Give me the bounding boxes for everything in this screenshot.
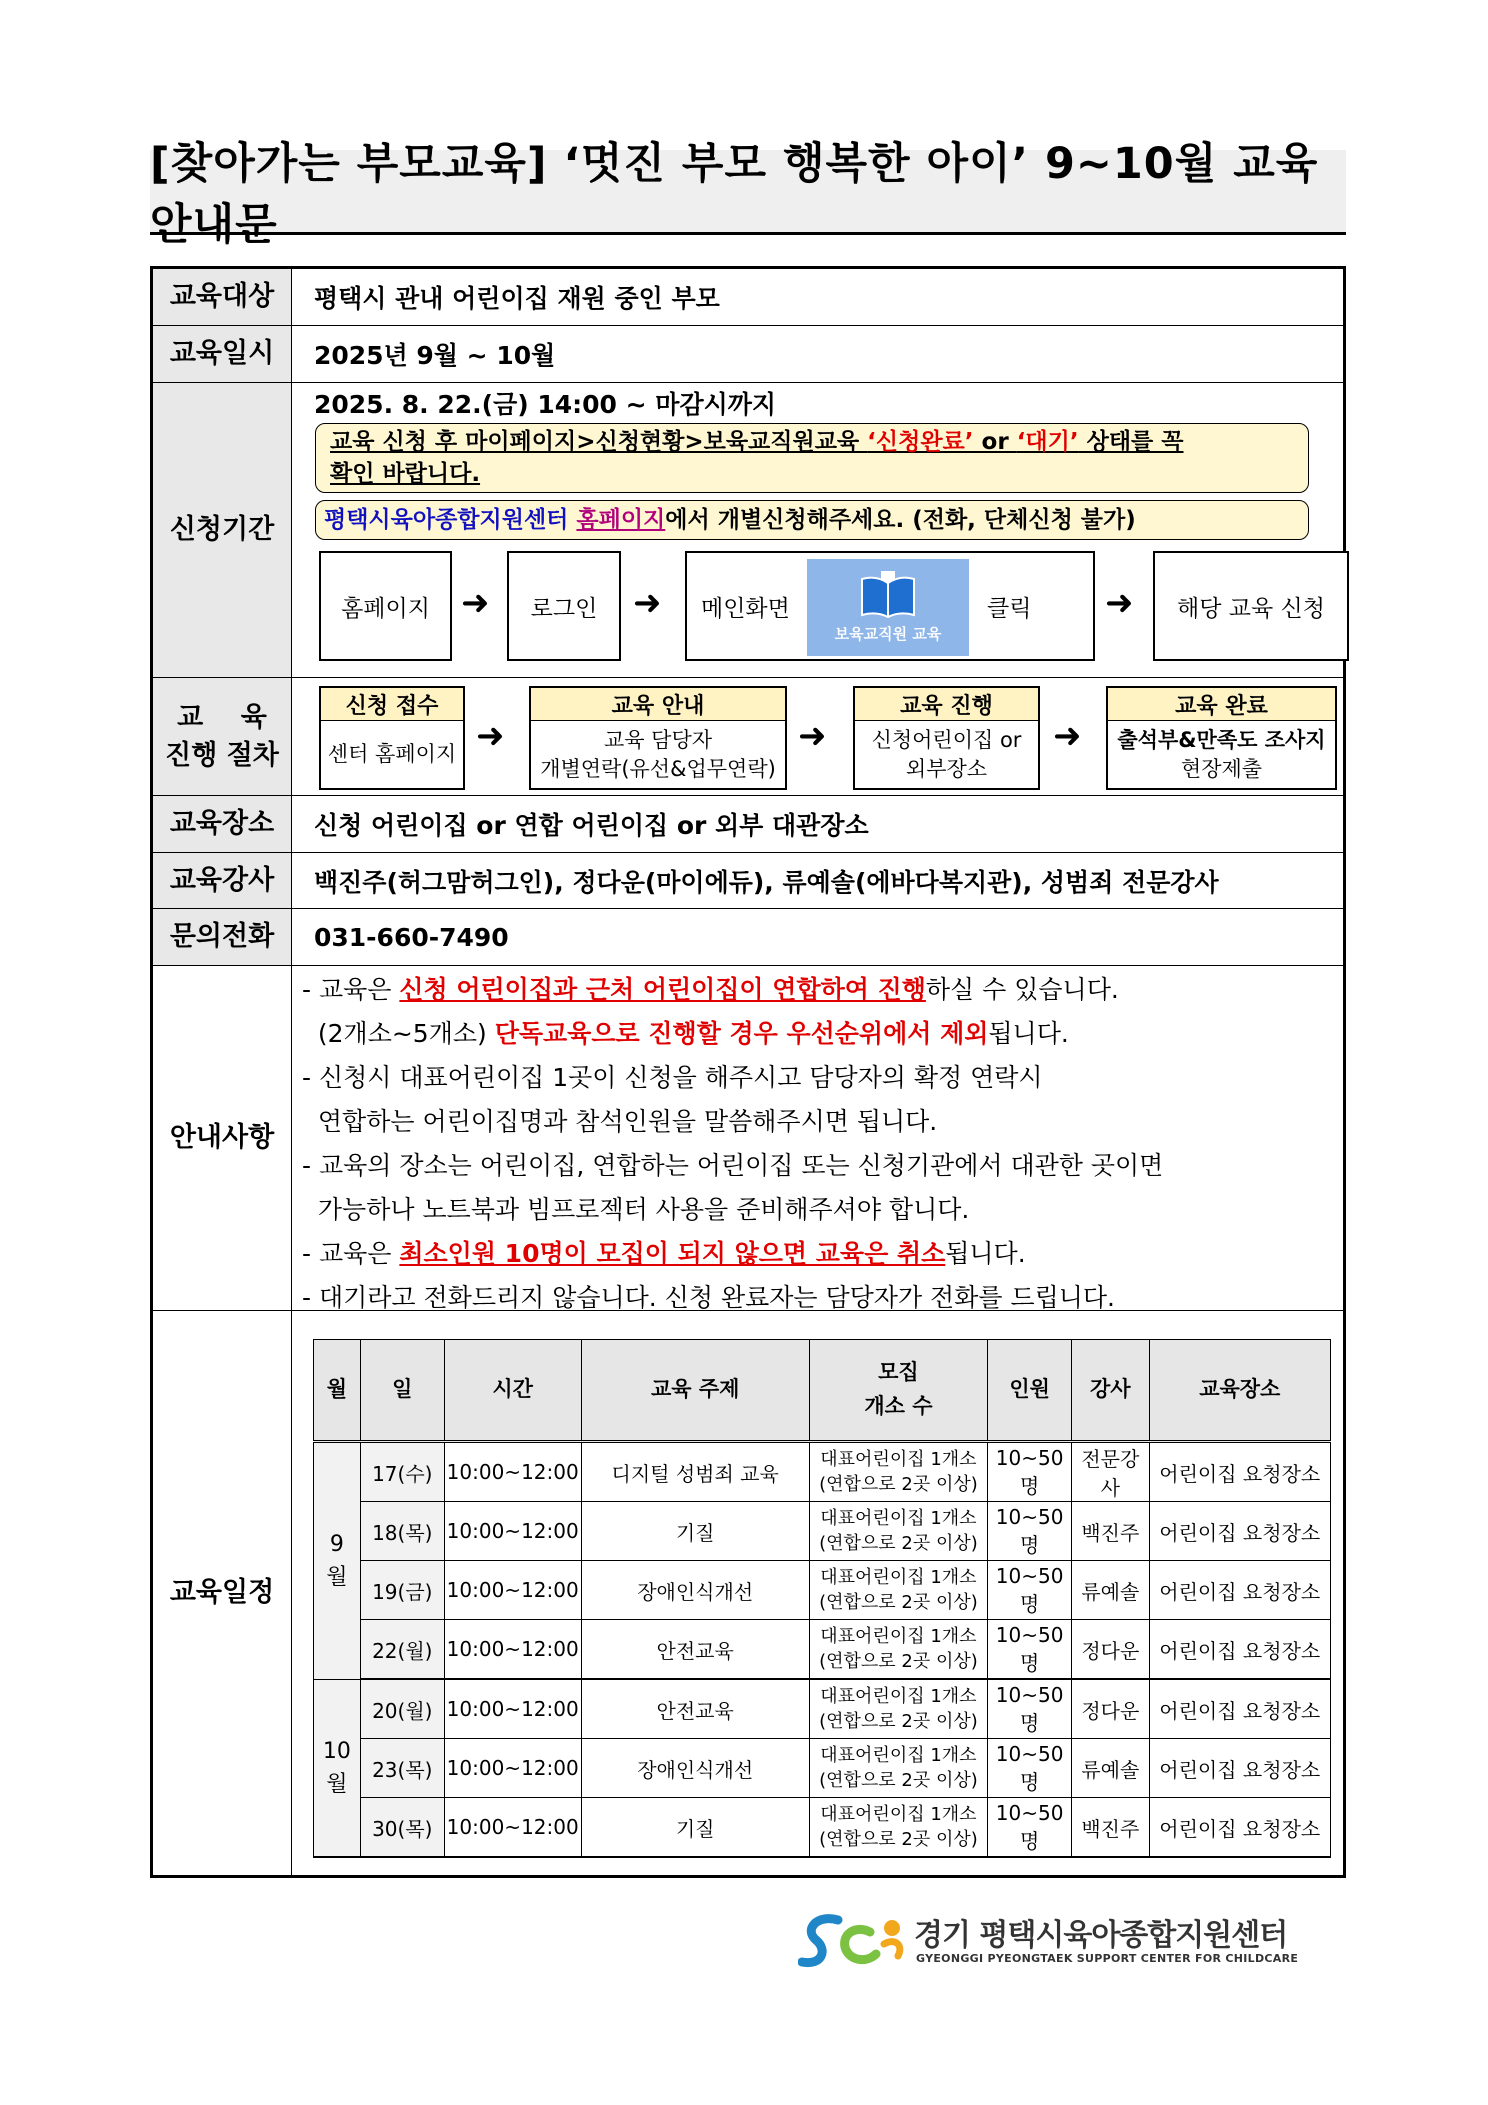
apply-date: 2025. 8. 22.(금) 14:00 ~ 마감시까지 (314, 390, 777, 419)
step-head: 교육 진행 (855, 688, 1038, 721)
col-day: 일 (360, 1340, 444, 1442)
label-period: 교육일시 (153, 326, 292, 382)
label-notes: 안내사항 (153, 966, 292, 1310)
note-text: 됩니다. (945, 1239, 1026, 1268)
cell-people: 10~50명 (988, 1620, 1072, 1680)
cell-day: 19(금) (360, 1561, 444, 1620)
cell-people: 10~50명 (988, 1798, 1072, 1858)
procedure-arrow-icon: ➜ (1053, 716, 1082, 756)
label-place: 교육장소 (153, 796, 292, 852)
homepage-text-c: 에서 (665, 507, 718, 533)
note-line: - 대기라고 전화드리지 않습니다. 신청 완료자는 담당자가 전화를 드립니다. (302, 1283, 1115, 1312)
recruit-main: 대표어린이집 1개소 (820, 1803, 977, 1825)
label-phone: 문의전화 (153, 909, 292, 965)
table-row (314, 1679, 1331, 1739)
cell-lecturer: 정다운 (1072, 1679, 1149, 1739)
cell-venue: 어린이집 요청장소 (1149, 1620, 1330, 1680)
procedure-step-guide (529, 686, 787, 790)
cell-day: 20(월) (360, 1679, 444, 1739)
cell-lecturer: 백진주 (1072, 1798, 1149, 1858)
cell-topic: 안전교육 (581, 1679, 809, 1739)
row-period (153, 326, 1343, 383)
cell-lecturer: 정다운 (1072, 1620, 1149, 1680)
note-text: - 교육은 (302, 975, 400, 1004)
title-banner (150, 139, 1346, 250)
apply-homepage-note (315, 500, 1309, 540)
step-body: 신청어린이집 or (871, 727, 1022, 752)
procedure-arrow-icon: ➜ (476, 716, 505, 756)
cell-day: 23(목) (360, 1739, 444, 1798)
month-number: 9 (329, 1531, 344, 1557)
note-text: (2개소~5개소) (302, 1019, 495, 1048)
notes-body (292, 966, 1343, 1310)
table-row (314, 1442, 1331, 1502)
value-place: 신청 어린이집 or 연합 어린이집 or 외부 대관장소 (314, 811, 869, 840)
flow-step-login: 로그인 (507, 551, 621, 661)
recruit-sub: (연합으로 2곳 이상) (819, 1592, 978, 1613)
flow-arrow-icon: ➜ (633, 583, 662, 623)
cell-people: 10~50명 (988, 1739, 1072, 1798)
cell-recruit (809, 1502, 988, 1561)
cell-venue: 어린이집 요청장소 (1149, 1739, 1330, 1798)
row-target (153, 269, 1343, 326)
row-place (153, 796, 1343, 853)
note-text: - 교육은 (302, 1239, 400, 1268)
note-highlight: 최소인원 10명이 모집이 되지 않으면 교육은 취소 (399, 1239, 946, 1268)
cell-recruit (809, 1620, 988, 1680)
col-month: 월 (314, 1340, 361, 1442)
value-phone: 031-660-7490 (314, 922, 509, 952)
table-row (314, 1798, 1331, 1858)
cell-day: 30(목) (360, 1798, 444, 1858)
recruit-main: 대표어린이집 1개소 (820, 1744, 977, 1766)
cell-recruit (809, 1679, 988, 1739)
recruit-main: 대표어린이집 1개소 (820, 1507, 977, 1529)
cell-recruit (809, 1442, 988, 1502)
col-recruit (809, 1340, 988, 1442)
homepage-text-d: 개별신청 (717, 507, 807, 533)
col-topic: 교육 주제 (581, 1340, 809, 1442)
flow-arrow-icon: ➜ (461, 583, 490, 623)
cell-topic: 장애인식개선 (581, 1561, 809, 1620)
procedure-step-progress (853, 686, 1040, 790)
info-table (150, 266, 1346, 1878)
cell-lecturer: 백진주 (1072, 1502, 1149, 1561)
notice-text-a: 교육 신청 후 마이페이지>신청현황>보육교직원교육 (330, 429, 868, 455)
row-procedure (153, 678, 1343, 796)
value-period: 2025년 9월 ~ 10월 (314, 341, 556, 370)
note-line: - 신청시 대표어린이집 1곳이 신청을 해주시고 담당자의 확정 연락시 (302, 1063, 1043, 1092)
flow-step-apply: 해당 교육 신청 (1153, 551, 1349, 661)
homepage-text-e: 해주세요. (전화, 단체신청 불가) (806, 507, 1136, 533)
flow-click-label: 클릭 (987, 595, 1032, 622)
col-time: 시간 (444, 1340, 581, 1442)
cell-people: 10~50명 (988, 1502, 1072, 1561)
apply-notice (315, 423, 1309, 493)
cell-people: 10~50명 (988, 1679, 1072, 1739)
label-apply: 신청기간 (153, 383, 292, 677)
cell-day: 18(목) (360, 1502, 444, 1561)
cell-time: 10:00~12:00 (444, 1679, 581, 1739)
flow-step-main (685, 551, 1095, 661)
footer-logo (798, 1910, 1338, 1972)
cell-venue: 어린이집 요청장소 (1149, 1798, 1330, 1858)
notice-wait: ‘대기’ (1016, 429, 1079, 455)
cell-time: 10:00~12:00 (444, 1620, 581, 1680)
table-row (314, 1620, 1331, 1680)
table-row (314, 1561, 1331, 1620)
homepage-center-name: 평택시육아종합지원센터 (324, 507, 577, 533)
cell-day: 22(월) (360, 1620, 444, 1680)
center-name: 경기 평택시육아종합지원센터 (914, 1918, 1288, 1953)
recruit-sub: (연합으로 2곳 이상) (819, 1711, 978, 1732)
row-schedule (153, 1311, 1343, 1875)
recruit-main: 대표어린이집 1개소 (820, 1685, 977, 1707)
row-apply (153, 383, 1343, 678)
col-recruit-line2: 개소 수 (864, 1394, 933, 1418)
month-number: 10 (322, 1738, 351, 1764)
label-target: 교육대상 (153, 269, 292, 325)
label-instructor: 교육강사 (153, 853, 292, 908)
book-icon (860, 571, 916, 619)
cell-topic: 안전교육 (581, 1620, 809, 1680)
cell-lecturer: 전문강사 (1072, 1442, 1149, 1502)
homepage-link-text: 홈페이지 (576, 507, 666, 533)
teacher-education-banner (807, 559, 969, 656)
table-row (314, 1739, 1331, 1798)
label-schedule: 교육일정 (153, 1311, 292, 1875)
cell-recruit (809, 1798, 988, 1858)
recruit-sub: (연합으로 2곳 이상) (819, 1474, 978, 1495)
step-body: 센터 홈페이지 (327, 742, 457, 767)
recruit-sub: (연합으로 2곳 이상) (819, 1770, 978, 1791)
note-line: 가능하나 노트북과 빔프로젝터 사용을 준비해주셔야 합니다. (302, 1195, 970, 1224)
cell-topic: 기질 (581, 1502, 809, 1561)
notice-text-or: or (973, 429, 1017, 455)
step-head: 교육 안내 (531, 688, 785, 721)
step-body: 출석부&만족도 조사지 (1117, 727, 1326, 752)
banner-label: 보육교직원 교육 (834, 625, 942, 643)
cell-people: 10~50명 (988, 1442, 1072, 1502)
note-highlight: 단독교육으로 진행할 경우 우선순위에서 제외 (494, 1019, 989, 1048)
center-english-name: GYEONGGI PYEONGTAEK SUPPORT CENTER FOR CHILDCARE (916, 1952, 1299, 1965)
flow-step-homepage: 홈페이지 (319, 551, 452, 661)
cell-time: 10:00~12:00 (444, 1739, 581, 1798)
table-row (314, 1502, 1331, 1561)
cell-recruit (809, 1739, 988, 1798)
procedure-step-apply (319, 686, 465, 790)
recruit-main: 대표어린이집 1개소 (820, 1625, 977, 1647)
page-title: [찾아가는 부모교육] ‘멋진 부모 행복한 아이’ 9~10월 교육 안내문 (150, 139, 1319, 250)
cell-topic: 기질 (581, 1798, 809, 1858)
recruit-main: 대표어린이집 1개소 (820, 1448, 977, 1470)
step-head: 교육 완료 (1108, 688, 1335, 721)
col-lecturer: 강사 (1072, 1340, 1149, 1442)
cell-topic: 장애인식개선 (581, 1739, 809, 1798)
cell-time: 10:00~12:00 (444, 1798, 581, 1858)
step-body-2: 개별연락(유선&업무연락) (540, 757, 776, 781)
recruit-sub: (연합으로 2곳 이상) (819, 1651, 978, 1672)
notice-text-e: 상태를 꼭 (1078, 429, 1184, 455)
row-instructor (153, 853, 1343, 909)
cell-venue: 어린이집 요청장소 (1149, 1442, 1330, 1502)
cell-venue: 어린이집 요청장소 (1149, 1502, 1330, 1561)
cell-time: 10:00~12:00 (444, 1502, 581, 1561)
month-october (314, 1679, 361, 1857)
procedure-arrow-icon: ➜ (798, 716, 827, 756)
step-body-2: 현장제출 (1180, 757, 1263, 781)
cell-lecturer: 류예솔 (1072, 1561, 1149, 1620)
recruit-sub: (연합으로 2곳 이상) (819, 1533, 978, 1554)
month-unit: 월 (326, 1564, 348, 1590)
value-instructor: 백진주(허그맘허그인), 정다운(마이에듀), 류예솔(에바다복지관), 성범죄 전문강사 (314, 867, 1219, 897)
col-people: 인원 (988, 1340, 1072, 1442)
row-phone (153, 909, 1343, 966)
notice-text-line2: 확인 바랍니다. (330, 461, 481, 488)
flow-arrow-icon: ➜ (1105, 583, 1134, 623)
schedule-header-row (314, 1340, 1331, 1442)
cell-venue: 어린이집 요청장소 (1149, 1679, 1330, 1739)
cell-venue: 어린이집 요청장소 (1149, 1561, 1330, 1620)
col-venue: 교육장소 (1149, 1340, 1330, 1442)
label-procedure-line1: 교 육 (177, 701, 267, 733)
cell-topic: 디지털 성범죄 교육 (581, 1442, 809, 1502)
note-highlight: 신청 어린이집과 근처 어린이집이 연합하여 진행 (399, 975, 926, 1004)
cell-lecturer: 류예솔 (1072, 1739, 1149, 1798)
month-unit: 월 (326, 1771, 348, 1797)
cell-time: 10:00~12:00 (444, 1442, 581, 1502)
note-line: 연합하는 어린이집명과 참석인원을 말씀해주시면 됩니다. (302, 1107, 938, 1136)
value-target: 평택시 관내 어린이집 재원 중인 부모 (314, 284, 720, 313)
procedure-step-complete (1106, 686, 1337, 790)
note-line: - 교육의 장소는 어린이집, 연합하는 어린이집 또는 신청기관에서 대관한 곳이면 (302, 1151, 1164, 1180)
month-september (314, 1442, 361, 1680)
flow-main-label: 메인화면 (701, 595, 790, 622)
step-body-2: 외부장소 (905, 757, 988, 781)
note-text: 하실 수 있습니다. (925, 975, 1119, 1004)
step-body: 교육 담당자 (603, 727, 713, 752)
recruit-main: 대표어린이집 1개소 (820, 1566, 977, 1588)
cell-day: 17(수) (360, 1442, 444, 1502)
cell-time: 10:00~12:00 (444, 1561, 581, 1620)
note-text: 됩니다. (988, 1019, 1069, 1048)
center-logo-icon (798, 1910, 908, 1972)
schedule-table (313, 1339, 1331, 1858)
step-head: 신청 접수 (321, 688, 463, 721)
cell-people: 10~50명 (988, 1561, 1072, 1620)
notice-complete: ‘신청완료’ (867, 429, 974, 455)
label-procedure (153, 678, 292, 795)
label-procedure-line2: 진행 절차 (165, 739, 279, 771)
row-notes (153, 966, 1343, 1311)
recruit-sub: (연합으로 2곳 이상) (819, 1829, 978, 1850)
cell-recruit (809, 1561, 988, 1620)
col-recruit-line1: 모집 (878, 1360, 919, 1385)
